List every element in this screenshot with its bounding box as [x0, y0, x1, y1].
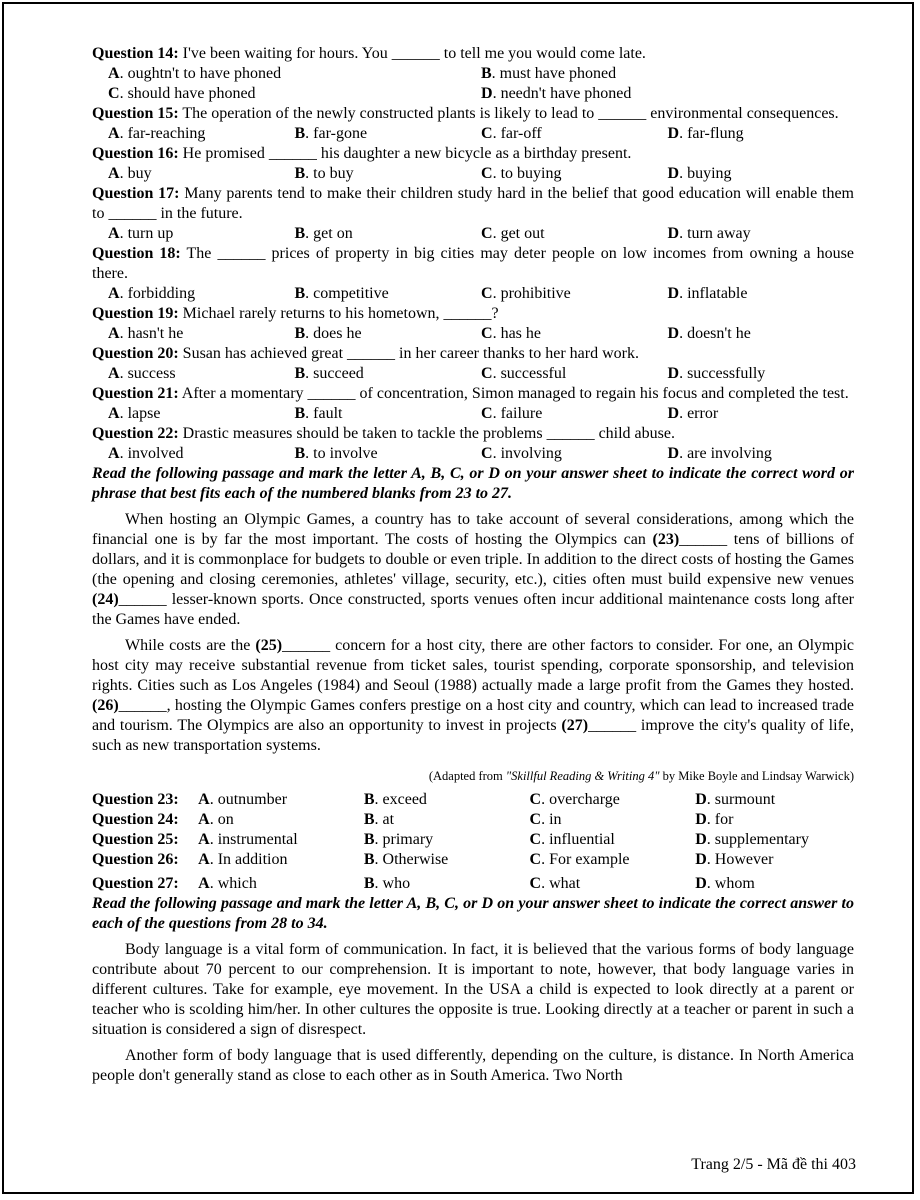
answer-option: D. whom — [695, 875, 755, 892]
question-stem: Question 19: Michael rarely returns to his hometown, ______? — [92, 305, 499, 322]
passage-paragraph: While costs are the (25)______ concern for a host city, there are other factors to consider. For one, an Olympic host city may receive substantial revenue from ticket sales, tourist spending, corporate sponsorship, and television rights. Cities such as Los Angeles (1984) and Seoul (1988) actually made a large profit from the Games they hosted. (26)______, hosting the Olympic Games confers prestige on a host city and country, which can lead to increased trade and tourism. The Olympics are also an opportunity to invest in projects (27)______ improve the city's quality of life, such as new transportation systems. — [92, 637, 855, 754]
answer-options — [92, 284, 854, 304]
option-letter: A — [198, 791, 210, 808]
answer-option: B. Otherwise — [363, 851, 449, 868]
answer-option: A. outnumber — [198, 791, 288, 808]
answer-option: A. lapse — [108, 405, 161, 422]
option-letter: A — [108, 365, 120, 382]
question-stem: Question 20: Susan has achieved great ______ in her career thanks to her hard work. — [92, 345, 639, 362]
answer-option: C. failure — [481, 405, 543, 422]
answer-option: D. are involving — [667, 445, 772, 462]
answer-option: A. hasn't he — [108, 325, 184, 342]
option-letter: D — [667, 125, 680, 142]
answer-option: B. succeed — [294, 365, 364, 382]
answer-option: A. involved — [108, 445, 184, 462]
option-letter: A — [108, 65, 120, 82]
answer-option: D. needn't have phoned — [481, 85, 632, 102]
option-letter: A — [198, 875, 210, 892]
option-letter: C — [529, 875, 542, 892]
section-instruction: Read the following passage and mark the letter A, B, C, or D on your answer sheet to indicate the correct answer to each of the questions from 28 to 34. — [92, 895, 854, 932]
blank-number: (26) — [92, 697, 119, 714]
question-line — [92, 874, 198, 894]
option-letter: B — [294, 365, 306, 382]
option-letter: A — [198, 831, 210, 848]
answer-options — [92, 124, 854, 144]
option-letter: D — [667, 285, 680, 302]
answer-options — [92, 404, 854, 424]
answer-option: C. successful — [481, 365, 567, 382]
cloze-question — [92, 874, 854, 894]
option-letter: C — [481, 325, 493, 342]
option-letter: B — [363, 851, 375, 868]
passage-source: (Adapted from "Skillful Reading & Writing 4" by Mike Boyle and Lindsay Warwick) — [428, 769, 854, 783]
answer-option: D. for — [695, 811, 734, 828]
answer-option: C. should have phoned — [108, 85, 256, 102]
option-letter: C — [481, 365, 493, 382]
answer-option: C. far-off — [481, 125, 542, 142]
option-letter: B — [294, 445, 306, 462]
answer-option: D. buying — [667, 165, 732, 182]
answer-option: B. primary — [363, 831, 434, 848]
answer-option: B. who — [363, 875, 411, 892]
answer-option: C. what — [529, 875, 581, 892]
answer-option: C. prohibitive — [481, 285, 571, 302]
answer-option: C. has he — [481, 325, 541, 342]
answer-option: A. on — [198, 811, 234, 828]
answer-option: D. surmount — [695, 791, 776, 808]
option-letter: B — [481, 65, 492, 82]
answer-option: B. get on — [294, 225, 353, 242]
option-letter: B — [363, 875, 375, 892]
answer-option: C. in — [529, 811, 562, 828]
question-label: Question 14: — [92, 45, 179, 62]
answer-option: D. successfully — [667, 365, 766, 382]
question-label: Question 19: — [92, 305, 179, 322]
answer-option: B. at — [363, 811, 395, 828]
answer-option: A. instrumental — [198, 831, 298, 848]
answer-option: A. turn up — [108, 225, 174, 242]
answer-option: B. to involve — [294, 445, 378, 462]
question-stem: Question 17: Many parents tend to make their children study hard in the belief that good education will enable them to ______ in the future. — [92, 185, 855, 222]
option-letter: D — [667, 165, 680, 182]
option-letter: B — [294, 285, 306, 302]
question-label: Question 27: — [92, 875, 179, 892]
blank-number: (23) — [652, 531, 680, 548]
option-letter: C — [481, 225, 493, 242]
option-letter: D — [695, 851, 707, 868]
answer-options — [92, 224, 854, 244]
answer-option: D. However — [695, 851, 774, 868]
option-letter: C — [481, 165, 493, 182]
option-letter: D — [667, 365, 680, 382]
answer-option: C. involving — [481, 445, 562, 462]
question-label: Question 16: — [92, 145, 179, 162]
answer-option: B. competitive — [294, 285, 389, 302]
option-letter: B — [363, 831, 375, 848]
option-letter: C — [108, 85, 120, 102]
answer-option: D. error — [667, 405, 719, 422]
page-footer: Trang 2/5 - Mã đề thi 403 — [691, 1156, 856, 1173]
option-letter: A — [108, 325, 120, 342]
answer-option: A. forbidding — [108, 285, 196, 302]
option-letter: D — [695, 791, 707, 808]
question-line — [92, 830, 198, 850]
question-stem: Question 21: After a momentary ______ of concentration, Simon managed to regain his focus and completed the test. — [92, 385, 849, 402]
option-letter: A — [108, 125, 120, 142]
option-letter: A — [108, 445, 120, 462]
question-label: Question 15: — [92, 105, 179, 122]
blank-number: (27) — [561, 717, 589, 734]
option-letter: A — [198, 811, 210, 828]
blank-number: (24) — [92, 591, 119, 608]
option-letter: C — [529, 811, 542, 828]
option-letter: B — [294, 405, 306, 422]
option-letter: B — [363, 811, 375, 828]
question-line — [92, 790, 198, 810]
answer-option: C. get out — [481, 225, 545, 242]
question-line — [92, 810, 198, 830]
question-label: Question 21: — [92, 385, 179, 402]
answer-option: D. doesn't he — [667, 325, 751, 342]
section-instruction: Read the following passage and mark the letter A, B, C, or D on your answer sheet to indicate the correct word or phrase that best fits each of the numbered blanks from 23 to 27. — [92, 465, 854, 502]
source-title: "Skillful Reading & Writing 4" — [505, 769, 660, 783]
option-letter: D — [667, 325, 680, 342]
option-letter: A — [198, 851, 210, 868]
answer-option: B. far-gone — [294, 125, 368, 142]
answer-option: D. turn away — [667, 225, 751, 242]
option-letter: C — [481, 445, 493, 462]
option-letter: C — [481, 125, 493, 142]
option-letter: C — [529, 791, 542, 808]
answer-options — [92, 64, 854, 84]
option-letter: C — [529, 851, 542, 868]
option-letter: D — [667, 405, 680, 422]
option-letter: B — [294, 165, 306, 182]
option-letter: D — [667, 225, 680, 242]
answer-option: A. which — [198, 875, 257, 892]
option-letter: A — [108, 165, 120, 182]
cloze-question — [92, 830, 854, 850]
passage-paragraph: Another form of body language that is used differently, depending on the culture, is distance. In North America people don't generally stand as close to each other as in South America. Two North — [92, 1047, 854, 1084]
cloze-question — [92, 810, 854, 830]
page-content — [92, 44, 854, 1086]
answer-option: A. oughtn't to have phoned — [108, 65, 282, 82]
option-letter: D — [481, 85, 493, 102]
option-letter: C — [481, 285, 493, 302]
cloze-question — [92, 790, 854, 810]
answer-option: D. supplementary — [695, 831, 809, 848]
answer-option: C. to buying — [481, 165, 562, 182]
answer-options — [92, 164, 854, 184]
answer-option: A. In addition — [198, 851, 288, 868]
answer-options — [92, 84, 854, 104]
question-label: Question 20: — [92, 345, 179, 362]
exam-page — [2, 2, 914, 1194]
question-stem: Question 14: I've been waiting for hours. You ______ to tell me you would come late. — [92, 45, 646, 62]
question-label: Question 24: — [92, 811, 179, 828]
passage-paragraph: When hosting an Olympic Games, a country has to take account of several considerations, among which the financial one is by far the most important. The costs of hosting the Olympics can (23)______ tens of billions of dollars, and it is commonplace for budgets to double or even triple. In addition to the direct costs of hosting the Games (the opening and closing ceremonies, athletes' village, security, etc.), cities often must build expensive new venues (24)______ lesser-known sports. Once constructed, sports venues often incur additional maintenance costs long after the Games have ended. — [92, 511, 855, 628]
question-label: Question 17: — [92, 185, 180, 202]
answer-option: C. For example — [529, 851, 630, 868]
answer-option: A. success — [108, 365, 176, 382]
question-stem: Question 15: The operation of the newly constructed plants is likely to lead to ______ environmental consequences. — [92, 105, 839, 122]
answer-option: A. far-reaching — [108, 125, 206, 142]
answer-options — [92, 324, 854, 344]
option-letter: A — [108, 225, 120, 242]
answer-option: A. buy — [108, 165, 152, 182]
answer-option: B. fault — [294, 405, 343, 422]
option-letter: A — [108, 285, 120, 302]
option-letter: D — [695, 831, 707, 848]
question-line — [92, 850, 198, 870]
question-label: Question 25: — [92, 831, 179, 848]
option-letter: C — [529, 831, 542, 848]
question-label: Question 18: — [92, 245, 181, 262]
option-letter: D — [667, 445, 680, 462]
option-letter: A — [108, 405, 120, 422]
answer-option: C. overcharge — [529, 791, 620, 808]
answer-option: B. must have phoned — [481, 65, 617, 82]
answer-option: D. inflatable — [667, 285, 748, 302]
option-letter: B — [294, 225, 306, 242]
question-stem: Question 18: The ______ prices of property in big cities may deter people on low incomes from owning a house there. — [92, 245, 855, 282]
answer-options — [92, 444, 854, 464]
option-letter: B — [294, 125, 306, 142]
blank-number: (25) — [255, 637, 283, 654]
option-letter: D — [695, 811, 707, 828]
answer-options — [92, 364, 854, 384]
answer-option: D. far-flung — [667, 125, 744, 142]
option-letter: B — [294, 325, 306, 342]
question-label: Question 23: — [92, 791, 179, 808]
question-label: Question 22: — [92, 425, 179, 442]
answer-option: B. exceed — [363, 791, 427, 808]
answer-option: B. does he — [294, 325, 362, 342]
question-stem: Question 22: Drastic measures should be taken to tackle the problems ______ child abuse. — [92, 425, 675, 442]
passage-paragraph: Body language is a vital form of communication. In fact, it is believed that the various forms of body language contribute about 70 percent to our comprehension. It is important to note, however, that body language varies in different cultures. Take for example, eye movement. In the USA a child is expected to look directly at a parent or teacher who is scolding him/her. In other cultures the opposite is true. Looking directly at a teacher or parent in such a situation is considered a sign of disrespect. — [92, 941, 854, 1038]
question-label: Question 26: — [92, 851, 179, 868]
option-letter: C — [481, 405, 493, 422]
option-letter: B — [363, 791, 375, 808]
cloze-question — [92, 850, 854, 870]
question-stem: Question 16: He promised ______ his daughter a new bicycle as a birthday present. — [92, 145, 632, 162]
answer-option: C. influential — [529, 831, 615, 848]
option-letter: D — [695, 875, 707, 892]
answer-option: B. to buy — [294, 165, 354, 182]
